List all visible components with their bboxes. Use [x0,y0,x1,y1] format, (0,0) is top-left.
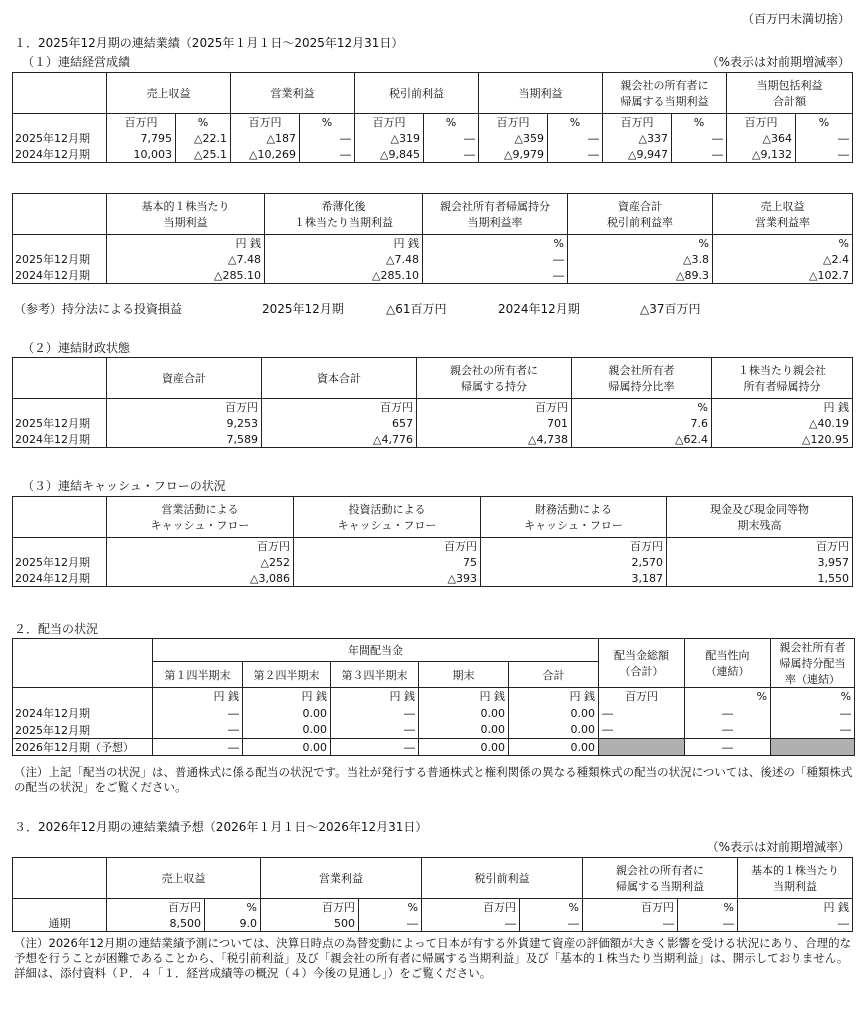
data-cell: △9,947 [603,146,672,163]
column-header: 資産合計 [107,358,262,399]
column-header: 投資活動による キャッシュ・フロー [294,497,481,538]
data-cell: ― [520,915,583,932]
data-cell: ― [672,130,727,146]
column-header: 親会社の所有者に 帰属する当期利益 [583,858,738,899]
data-cell [771,739,855,756]
data-cell: ― [672,146,727,163]
column-header: 基本的１株当たり 当期利益 [107,194,265,235]
data-cell: ― [678,915,738,932]
unit-label: % [796,114,853,131]
data-cell: 0.00 [243,705,331,722]
data-cell: △364 [727,130,796,146]
data-cell: ― [685,705,771,722]
data-cell: △285.10 [265,267,423,284]
unit-label: % [572,399,712,416]
dividend-table [12,638,855,756]
unit-label: 百万円 [355,114,424,131]
unit-label: 百万円 [107,399,262,416]
per-share-table [12,193,853,284]
change-rate-note: （%表示は対前期増減率） [706,55,850,69]
unit-label: 円 銭 [712,399,853,416]
data-cell: 7,589 [107,431,262,448]
column-header: 配当金総額 （合計） [599,639,685,688]
data-cell: △22.1 [176,130,231,146]
unit-label: % [520,899,583,916]
unit-label: % [678,899,738,916]
unit-blank [13,399,107,416]
unit-label: % [300,114,355,131]
data-cell: ― [300,146,355,163]
column-header: 現金及び現金同等物 期末残高 [667,497,853,538]
data-cell: △252 [107,554,294,570]
data-cell: 0.00 [243,739,331,756]
data-cell: △3,086 [107,570,294,587]
section1-title: １．2025年12月期の連結業績（2025年１月１日～2025年12月31日） [14,36,404,50]
unit-label: % [176,114,231,131]
data-cell [599,739,685,756]
data-cell: 7.6 [572,415,712,431]
ref-period-2025: 2025年12月期 [262,302,344,316]
column-header: 税引前利益 [422,858,583,899]
unit-label: % [423,235,568,252]
column-header: 資本合計 [262,358,417,399]
row-label: 通期 [13,915,107,932]
data-cell: ― [422,915,520,932]
column-header: 売上収益 [107,858,261,899]
unit-label: 円 銭 [331,688,419,705]
column-header: 売上収益 [107,73,231,114]
data-cell: △89.3 [568,267,713,284]
unit-label: 円 銭 [243,688,331,705]
unit-label: % [568,235,713,252]
header-blank [13,858,107,899]
unit-blank [13,538,107,555]
unit-label: % [548,114,603,131]
data-cell: △359 [479,130,548,146]
data-cell: ― [685,722,771,739]
cash-flow-table [12,496,853,587]
unit-label: 円 銭 [419,688,509,705]
column-header: １株当たり親会社 所有者帰属持分 [712,358,853,399]
data-cell: ― [359,915,422,932]
data-cell: △393 [294,570,481,587]
column-header: 第１四半期末 [153,662,243,688]
data-cell: ― [331,739,419,756]
data-cell: ― [153,722,243,739]
data-cell: 1,550 [667,570,853,587]
data-cell: ― [423,251,568,267]
data-cell: △4,738 [417,431,572,448]
data-cell: ― [548,146,603,163]
unit-label: 百万円 [667,538,853,555]
data-cell: △285.10 [107,267,265,284]
header-blank [13,358,107,399]
data-cell: △62.4 [572,431,712,448]
data-cell: ― [771,722,855,739]
unit-blank [13,235,107,252]
data-cell: 7,795 [107,130,176,146]
data-cell: 0.00 [419,739,509,756]
unit-label: % [424,114,479,131]
data-cell: △337 [603,130,672,146]
data-cell: 500 [261,915,359,932]
unit-label: 百万円 [294,538,481,555]
unit-blank [13,114,107,131]
column-header: 資産合計 税引前利益率 [568,194,713,235]
unit-label: 円 銭 [738,899,853,916]
row-label: 2025年12月期 [13,130,107,146]
unit-label: % [205,899,261,916]
unit-label: 円 銭 [107,235,265,252]
unit-label: 百万円 [107,899,205,916]
row-label: 2024年12月期 [13,705,153,722]
unit-label: 円 銭 [509,688,599,705]
equity-method-label: （参考）持分法による投資損益 [14,302,183,316]
row-label: 2026年12月期（予想） [13,739,153,756]
data-cell: ― [424,146,479,163]
forecast-note: （注）2026年12月期の連結業績予測については、決算日時点の為替変動によって日本が有する外貨建て資産の評価額が大きく影響を受ける状況にあり、合理的な予想を行うことが困難であることから、「税引前利益」及び「親会社の所有者に帰属する当期利益」及び「基本的１株当たり当期利益」は、開示しておりません。詳細は、添付資料（Ｐ．４「１．経営成績等の概況（４）今後の見通し」）をご覧ください。 [14,936,852,980]
data-cell: ― [796,146,853,163]
dividend-note: （注）上記「配当の状況」は、普通株式に係る配当の状況です。当社が発行する普通株式と権利関係の異なる種類株式の配当の状況については、後述の「種類株式の配当の状況」をご覧ください。 [14,765,853,794]
column-header: 財務活動による キャッシュ・フロー [481,497,667,538]
data-cell: 9.0 [205,915,261,932]
group-header: 年間配当金 [153,639,599,662]
column-header: 税引前利益 [355,73,479,114]
unit-label: 百万円 [261,899,359,916]
data-cell: △2.4 [713,251,853,267]
financial-position-table [12,357,853,448]
operating-results-title: （１）連結経営成績 [22,55,131,69]
unit-label: 百万円 [583,899,678,916]
unit-blank [13,688,153,705]
unit-label: % [359,899,422,916]
unit-note: （百万円未満切捨） [741,12,850,26]
data-cell: △9,132 [727,146,796,163]
unit-label: 百万円 [603,114,672,131]
ref-period-2024: 2024年12月期 [498,302,580,316]
data-cell: △25.1 [176,146,231,163]
column-header: 基本的１株当たり 当期利益 [738,858,853,899]
header-blank [13,73,107,114]
data-cell: ― [796,130,853,146]
column-header: 親会社の所有者に 帰属する持分 [417,358,572,399]
column-header: 当期包括利益 合計額 [727,73,853,114]
data-cell: 8,500 [107,915,205,932]
data-cell: 0.00 [419,722,509,739]
header-blank [13,194,107,235]
data-cell: △10,269 [231,146,300,163]
unit-label: 百万円 [481,538,667,555]
cash-flow-title: （３）連結キャッシュ・フローの状況 [22,479,226,493]
data-cell: 3,187 [481,570,667,587]
row-label: 2025年12月期 [13,722,153,739]
data-cell: 657 [262,415,417,431]
row-label: 2024年12月期 [13,570,107,587]
ref-value-2024: △37百万円 [640,302,701,316]
column-header: 親会社の所有者に 帰属する当期利益 [603,73,727,114]
data-cell: ― [583,915,678,932]
data-cell: △187 [231,130,300,146]
data-cell: ― [153,705,243,722]
unit-label: 百万円 [727,114,796,131]
data-cell: ― [548,130,603,146]
data-cell: △3.8 [568,251,713,267]
data-cell: △319 [355,130,424,146]
data-cell: 75 [294,554,481,570]
unit-label: 百万円 [231,114,300,131]
data-cell: △4,776 [262,431,417,448]
column-header: 親会社所有者 帰属持分比率 [572,358,712,399]
column-header: 営業利益 [231,73,355,114]
data-cell: ― [300,130,355,146]
column-header: 当期利益 [479,73,603,114]
data-cell: △40.19 [712,415,853,431]
unit-label: 円 銭 [153,688,243,705]
unit-label: 百万円 [262,399,417,416]
data-cell: △120.95 [712,431,853,448]
row-label: 2025年12月期 [13,415,107,431]
row-label: 2025年12月期 [13,554,107,570]
column-header: 親会社所有者 帰属持分配当 率（連結） [771,639,855,688]
data-cell: ― [331,722,419,739]
unit-label: 百万円 [599,688,685,705]
data-cell: △9,979 [479,146,548,163]
header-blank [13,639,153,688]
data-cell: ― [423,267,568,284]
forecast-title: ３．2026年12月期の連結業績予想（2026年１月１日～2026年12月31日） [14,820,428,834]
column-header: 期末 [419,662,509,688]
unit-label: 百万円 [107,114,176,131]
data-cell: ― [153,739,243,756]
column-header: 第３四半期末 [331,662,419,688]
data-cell: 9,253 [107,415,262,431]
unit-label: 百万円 [479,114,548,131]
financial-position-title: （２）連結財政状態 [22,341,131,355]
forecast-table [12,857,853,932]
data-cell: 0.00 [509,739,599,756]
data-cell: 0.00 [509,705,599,722]
data-cell: 0.00 [243,722,331,739]
column-header: 売上収益 営業利益率 [713,194,853,235]
column-header: 第２四半期末 [243,662,331,688]
unit-label: 円 銭 [265,235,423,252]
data-cell: ― [424,130,479,146]
column-header: 合計 [509,662,599,688]
data-cell: 701 [417,415,572,431]
row-label: 2025年12月期 [13,251,107,267]
data-cell: △9,845 [355,146,424,163]
header-blank [13,497,107,538]
data-cell: ― [685,739,771,756]
data-cell: ― [738,915,853,932]
unit-label: 百万円 [422,899,520,916]
data-cell: △7.48 [265,251,423,267]
data-cell: ― [771,705,855,722]
unit-label: % [771,688,855,705]
data-cell: 0.00 [509,722,599,739]
column-header: 配当性向 （連結） [685,639,771,688]
column-header: 営業活動による キャッシュ・フロー [107,497,294,538]
data-cell: ― [599,705,685,722]
data-cell: 2,570 [481,554,667,570]
unit-label: % [672,114,727,131]
ref-value-2025: △61百万円 [386,302,447,316]
data-cell: △7.48 [107,251,265,267]
data-cell: ― [331,705,419,722]
row-label: 2024年12月期 [13,267,107,284]
data-cell: 3,957 [667,554,853,570]
row-label: 2024年12月期 [13,146,107,163]
unit-blank [13,899,107,916]
unit-label: 百万円 [107,538,294,555]
data-cell: 10,003 [107,146,176,163]
column-header: 希薄化後 １株当たり当期利益 [265,194,423,235]
row-label: 2024年12月期 [13,431,107,448]
column-header: 親会社所有者帰属持分 当期利益率 [423,194,568,235]
operating-results-table [12,72,853,163]
unit-label: 百万円 [417,399,572,416]
unit-label: % [713,235,853,252]
data-cell: 0.00 [419,705,509,722]
forecast-rate-note: （%表示は対前期増減率） [706,840,850,854]
data-cell: ― [599,722,685,739]
dividend-title: ２．配当の状況 [14,622,99,636]
column-header: 営業利益 [261,858,422,899]
unit-label: % [685,688,771,705]
data-cell: △102.7 [713,267,853,284]
